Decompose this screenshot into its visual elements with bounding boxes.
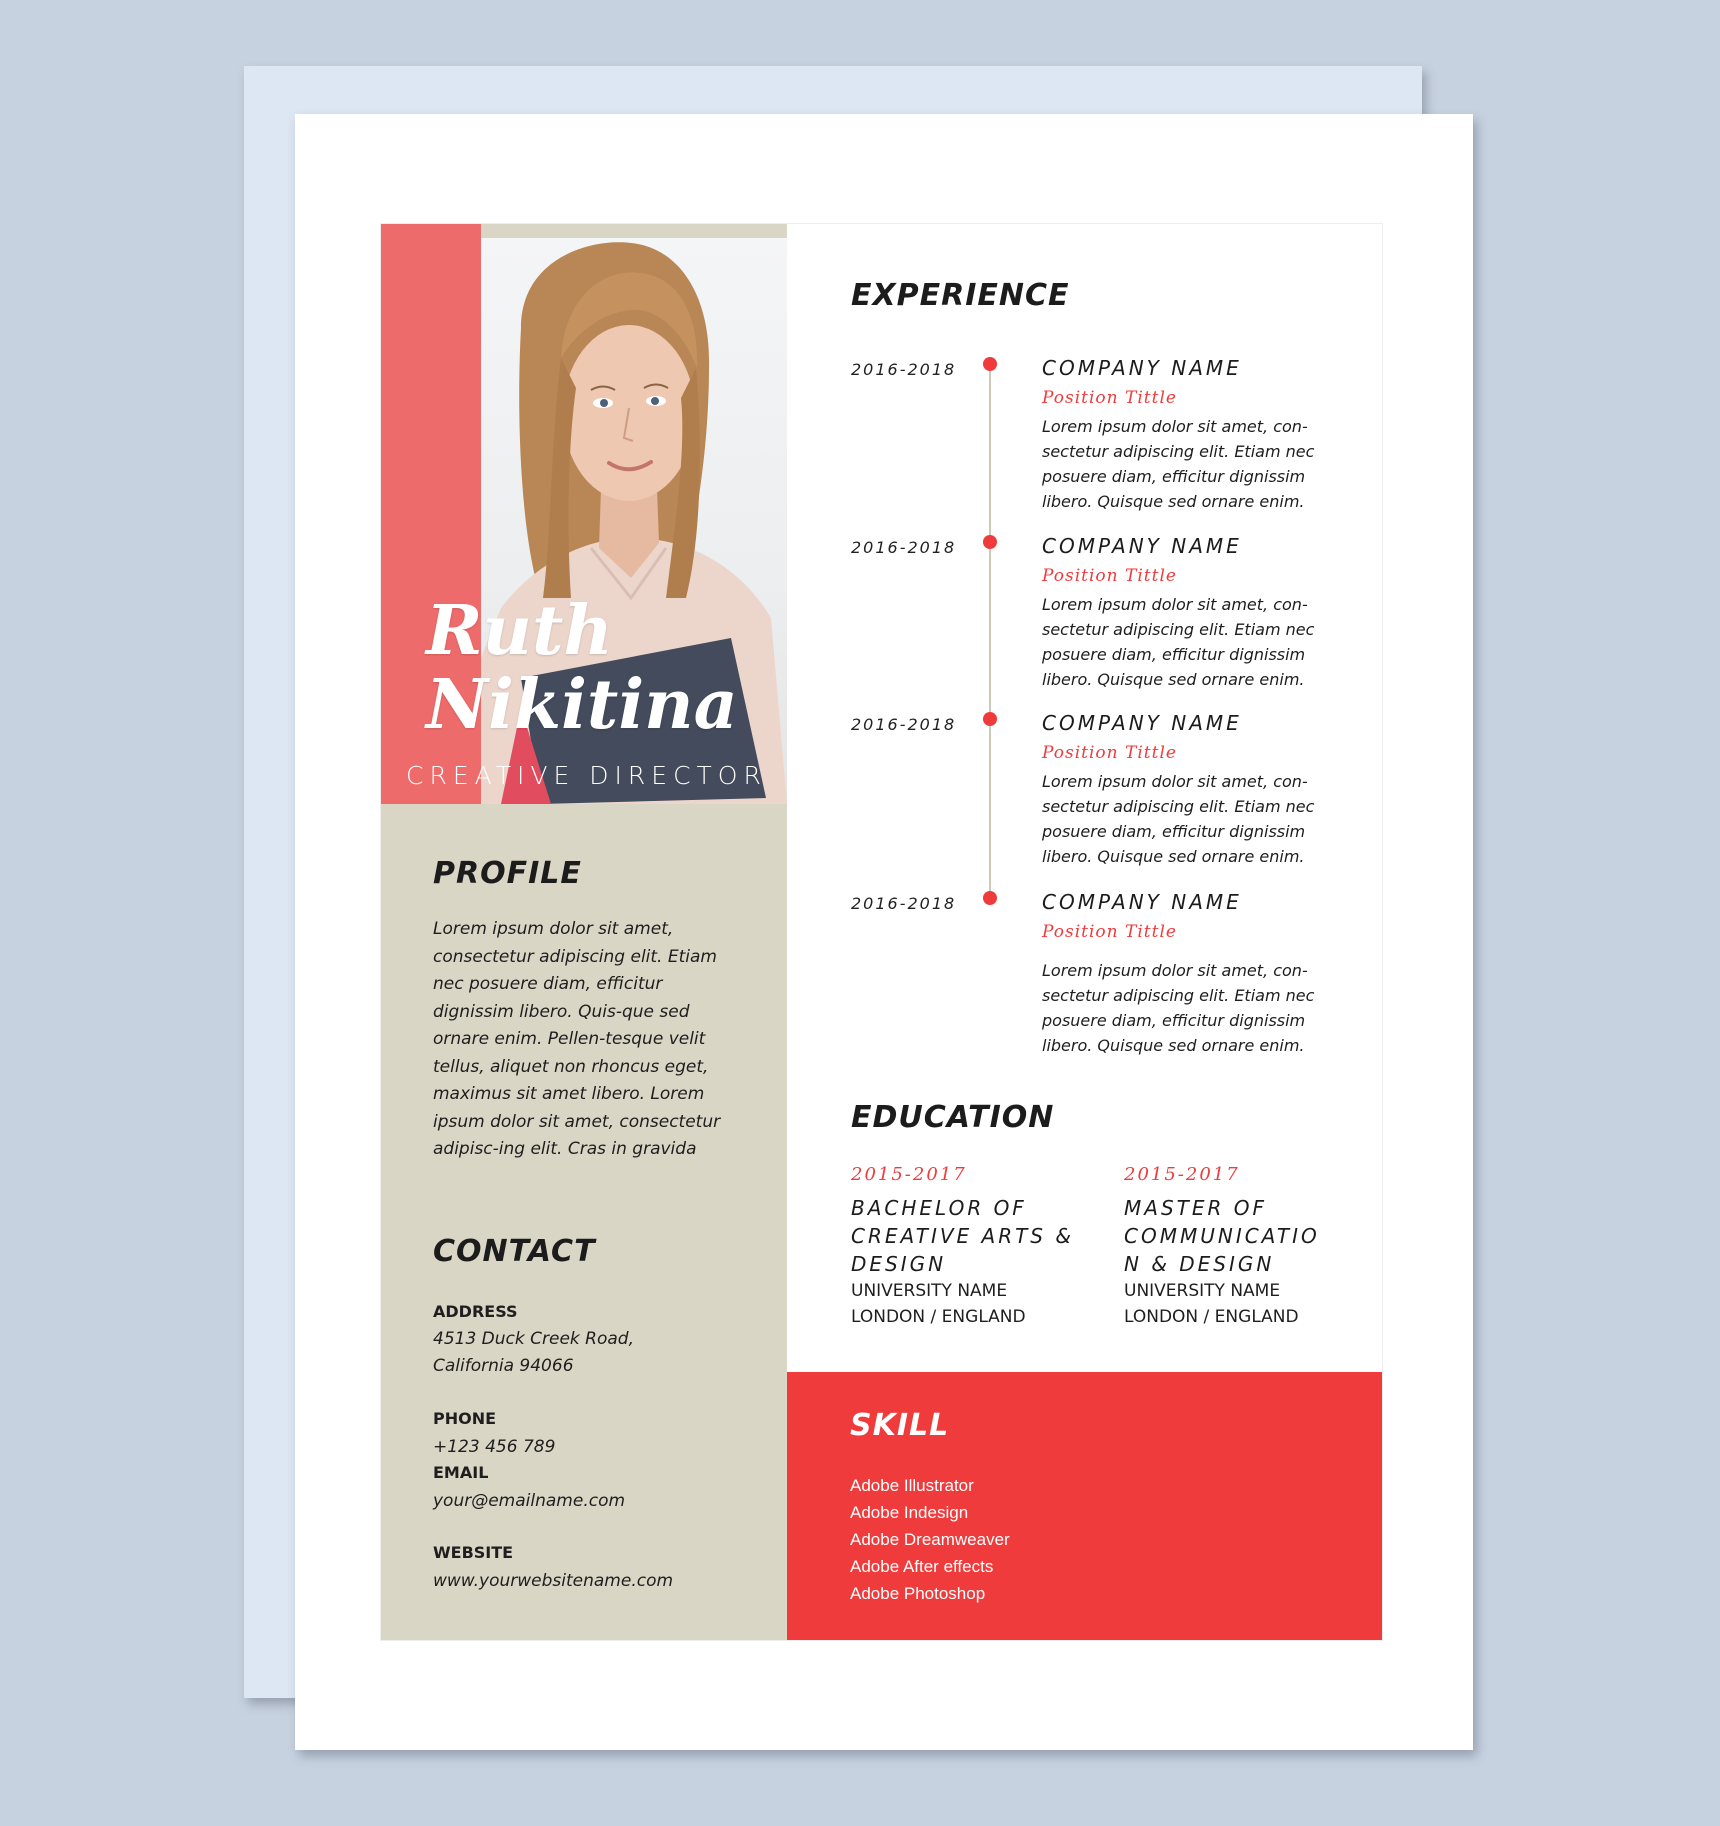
- email-label: EMAIL: [433, 1463, 489, 1482]
- experience-position: Position Tittle: [1042, 566, 1177, 586]
- education-location: LONDON / ENGLAND: [1124, 1307, 1299, 1327]
- resume-page: [381, 224, 1382, 1640]
- experience-date: 2016-2018: [851, 538, 957, 557]
- education-location: LONDON / ENGLAND: [851, 1307, 1026, 1327]
- left-column: [381, 224, 787, 1640]
- experience-date: 2016-2018: [851, 894, 957, 913]
- contact-heading: CONTACT: [433, 1234, 596, 1269]
- experience-company: COMPANY NAME: [1042, 711, 1242, 735]
- skill-item: Adobe Indesign: [850, 1503, 969, 1522]
- website-value[interactable]: www.yourwebsitename.com: [433, 1571, 674, 1591]
- job-title: CREATIVE DIRECTOR: [406, 761, 767, 790]
- experience-position: Position Tittle: [1042, 388, 1177, 408]
- skill-list: [850, 1472, 1010, 1607]
- skill-panel: [787, 1372, 1382, 1640]
- profile-text: Lorem ipsum dolor sit amet, consectetur adipiscing elit. Etiam nec posuere diam, efficitur dignissim libero. Quis-que sed ornare enim. Pellen-tesque velit tellus, aliquet non rhoncus eget, maximus sit amet libero. Lorem ipsum dolor sit amet, consectetur adipisc-ing elit. Cras in gravida: [433, 919, 721, 1159]
- timeline-dot: [983, 712, 997, 726]
- experience-description: Lorem ipsum dolor sit amet, con-sectetur adipiscing elit. Etiam nec posuere diam, efficitur dignissim libero. Quisque sed ornare enim.: [1042, 772, 1315, 866]
- experience-item: [787, 356, 1382, 520]
- right-column: [787, 224, 1382, 1640]
- education-degree: BACHELOR OF CREATIVE ARTS & DESIGN: [851, 1196, 1074, 1276]
- experience-item: [787, 534, 1382, 698]
- experience-position: Position Tittle: [1042, 922, 1177, 942]
- experience-description: Lorem ipsum dolor sit amet, con-sectetur adipiscing elit. Etiam nec posuere diam, efficitur dignissim libero. Quisque sed ornare enim.: [1042, 417, 1315, 511]
- name-block: [426, 591, 786, 745]
- experience-date: 2016-2018: [851, 715, 957, 734]
- experience-item: [787, 711, 1382, 875]
- education-item: [1124, 1164, 1334, 1330]
- timeline-dot: [983, 535, 997, 549]
- experience-date: 2016-2018: [851, 360, 957, 379]
- education-degree: MASTER OF COMMUNICATIO N & DESIGN: [1124, 1196, 1320, 1276]
- skill-item: Adobe Photoshop: [850, 1584, 986, 1603]
- experience-heading: EXPERIENCE: [851, 278, 1070, 313]
- header-photo-area: [381, 224, 787, 804]
- education-university: UNIVERSITY NAME: [851, 1281, 1008, 1301]
- website-label: WEBSITE: [433, 1543, 514, 1562]
- experience-item: [787, 890, 1382, 1055]
- experience-description: Lorem ipsum dolor sit amet, con-sectetur adipiscing elit. Etiam nec posuere diam, efficitur dignissim libero. Quisque sed ornare enim.: [1042, 961, 1315, 1055]
- email-value[interactable]: your@emailname.com: [433, 1491, 626, 1511]
- education-heading: EDUCATION: [851, 1100, 1055, 1135]
- address-label: ADDRESS: [433, 1302, 518, 1321]
- experience-description: Lorem ipsum dolor sit amet, con-sectetur adipiscing elit. Etiam nec posuere diam, efficitur dignissim libero. Quisque sed ornare enim.: [1042, 595, 1315, 689]
- skill-heading: SKILL: [850, 1408, 950, 1443]
- experience-company: COMPANY NAME: [1042, 890, 1242, 914]
- skill-item: Adobe Dreamweaver: [850, 1530, 1010, 1549]
- first-name: Ruth: [426, 591, 613, 671]
- experience-position: Position Tittle: [1042, 743, 1177, 763]
- education-years: 2015-2017: [851, 1164, 967, 1185]
- education-university: UNIVERSITY NAME: [1124, 1281, 1281, 1301]
- timeline-dot: [983, 891, 997, 905]
- address-line-2: California 94066: [433, 1356, 574, 1376]
- experience-company: COMPANY NAME: [1042, 356, 1242, 380]
- skill-item: Adobe Illustrator: [850, 1476, 974, 1495]
- education-item: [851, 1164, 1091, 1330]
- phone-label: PHONE: [433, 1409, 497, 1428]
- last-name: Nikitina: [426, 665, 738, 745]
- education-years: 2015-2017: [1124, 1164, 1240, 1185]
- experience-company: COMPANY NAME: [1042, 534, 1242, 558]
- phone-value: +123 456 789: [433, 1437, 556, 1457]
- address-line-1: 4513 Duck Creek Road,: [433, 1329, 634, 1349]
- profile-heading: PROFILE: [433, 856, 582, 891]
- skill-item: Adobe After effects: [850, 1557, 994, 1576]
- timeline-dot: [983, 357, 997, 371]
